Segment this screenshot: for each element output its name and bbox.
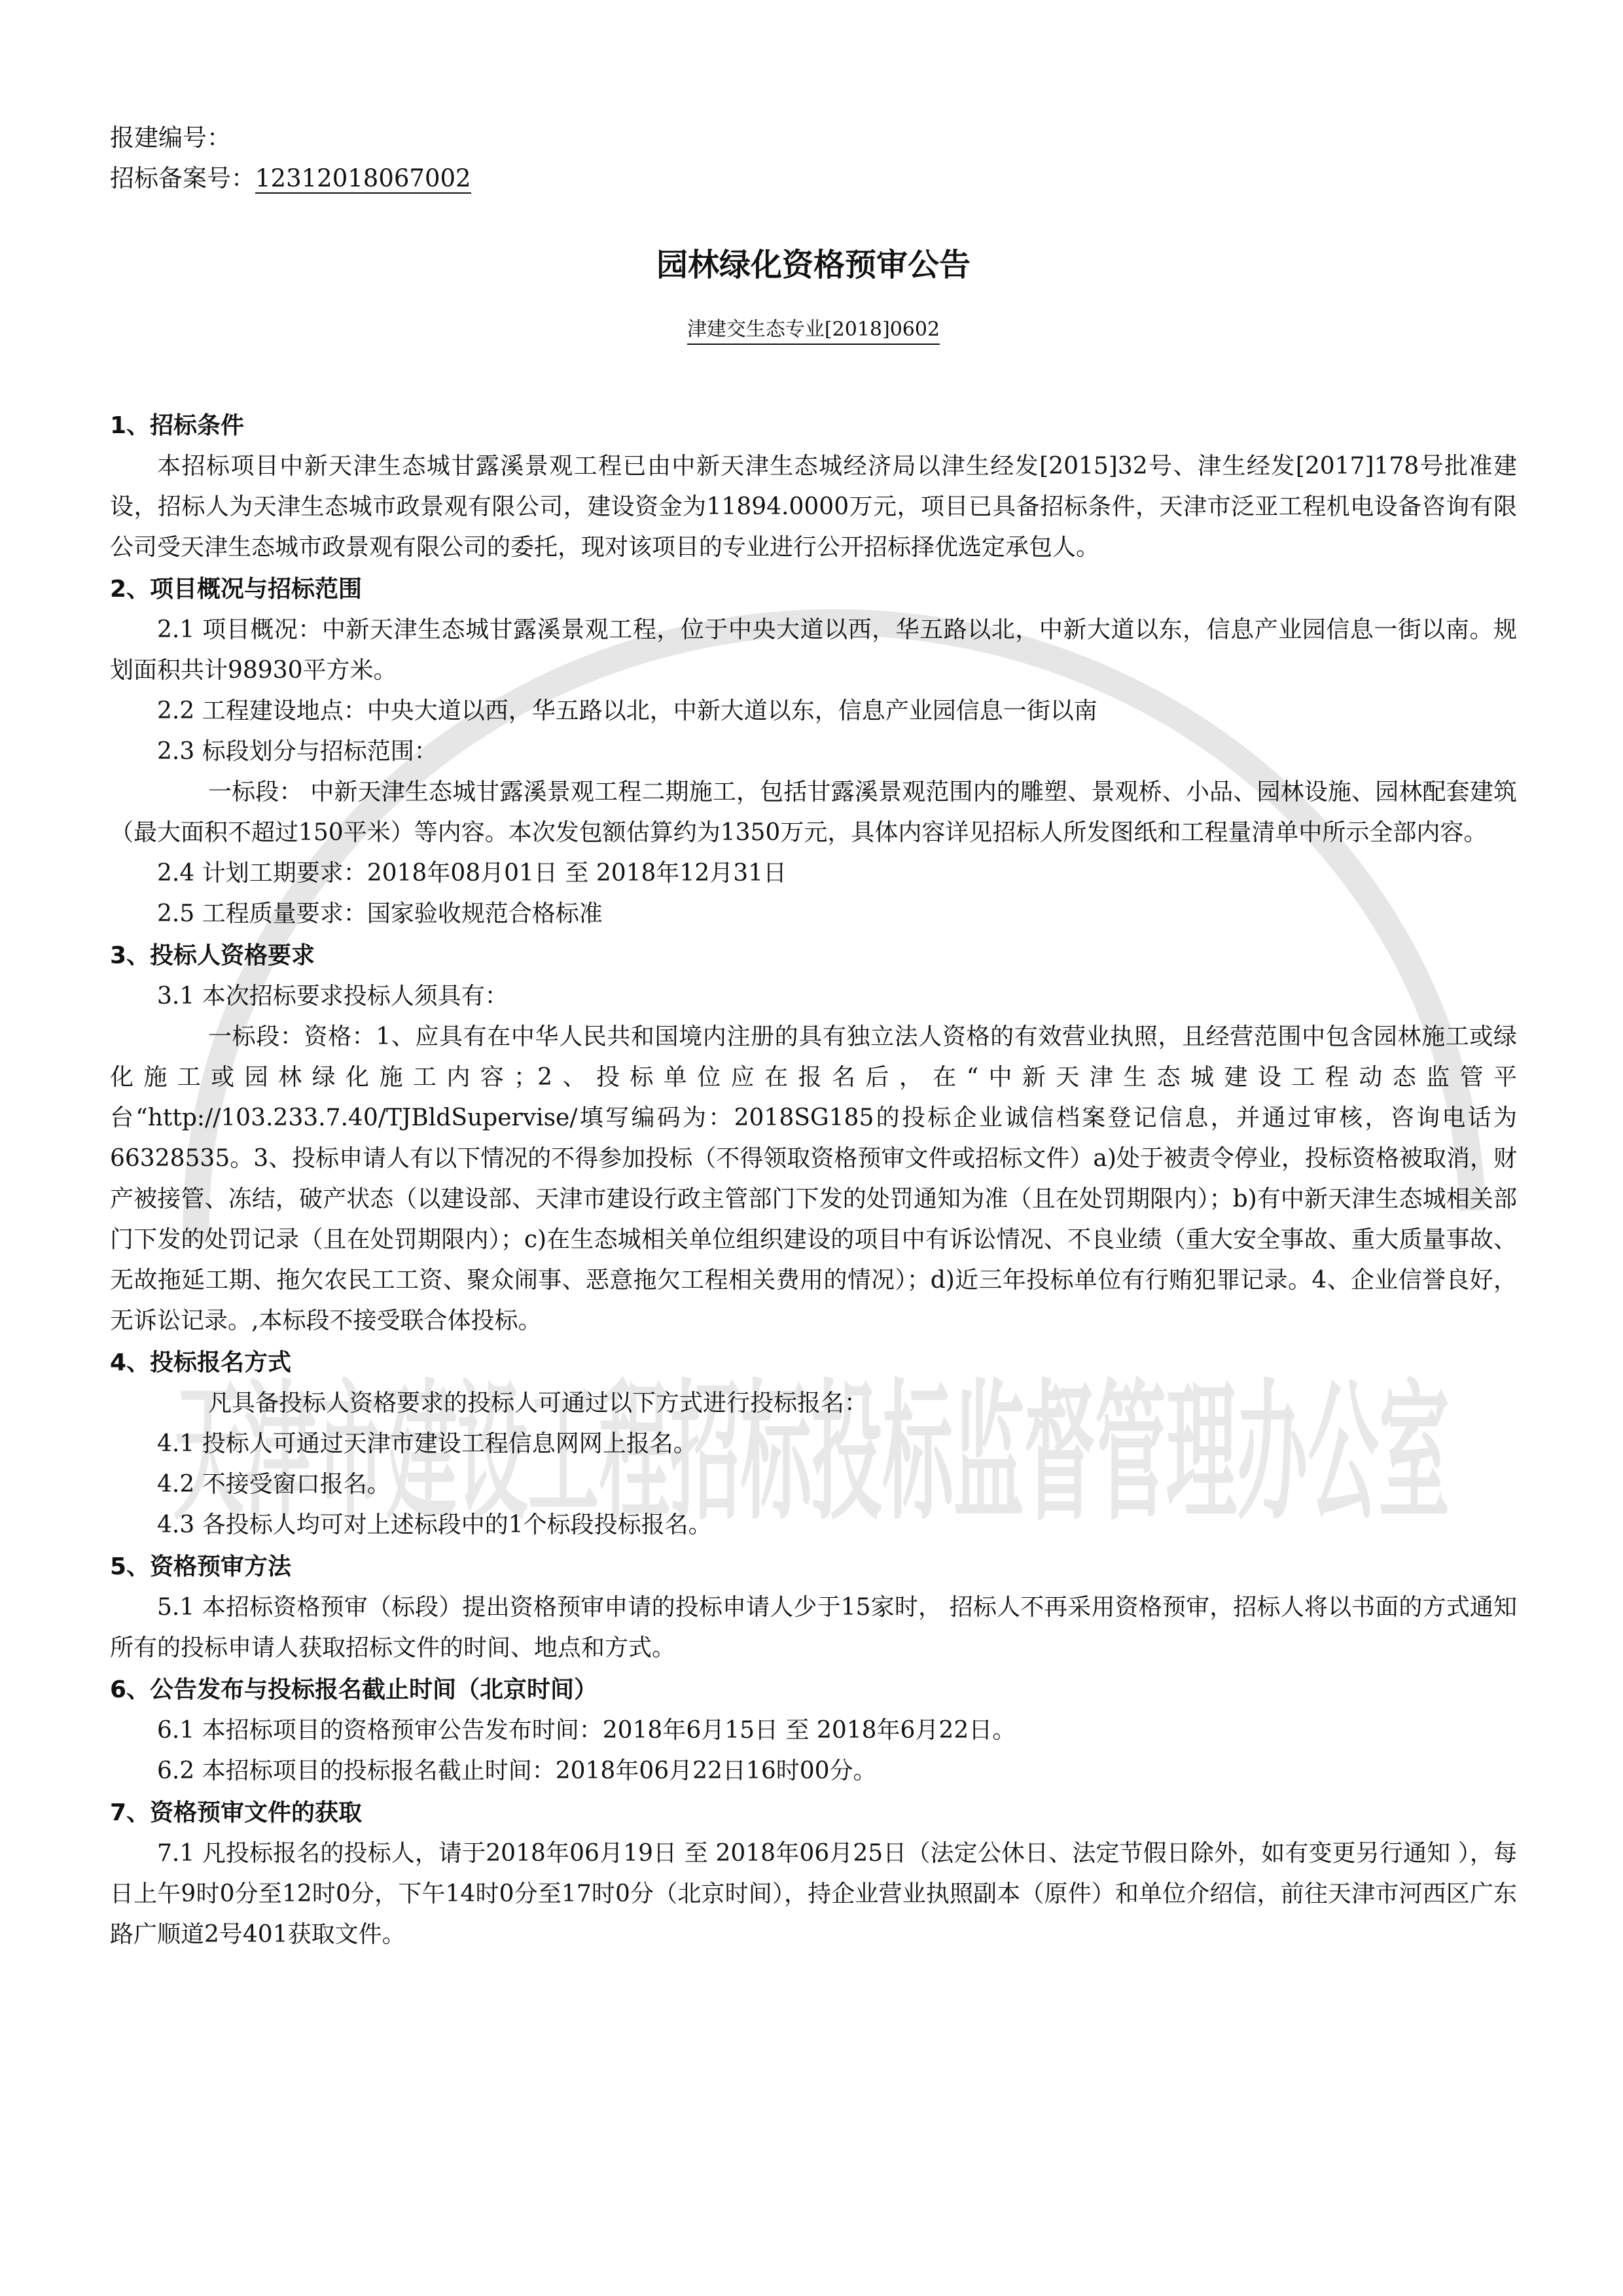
section-paragraph: 一标段： 中新天津生态城甘露溪景观工程二期施工，包括甘露溪景观范围内的雕塑、景观桥、小品、园林设施、园林配套建筑（最大面积不超过150平米）等内容。本次发包额估算约为1350万元，具体内容详见招标人所发图纸和工程量清单中所示全部内容。 — [110, 779, 1517, 846]
section-paragraph: 6.2 本招标项目的投标报名截止时间：2018年06月22日16时00分。 — [157, 1757, 877, 1784]
section-paragraph: 2.4 计划工期要求：2018年08月01日 至 2018年12月31日 — [157, 860, 787, 887]
section — [110, 569, 1517, 934]
section-paragraph: 2.3 标段划分与招标范围： — [157, 738, 438, 765]
section — [110, 406, 1517, 568]
section-paragraph: 2.5 工程质量要求：国家验收规范合格标准 — [157, 900, 603, 927]
section-paragraph: 6.1 本招标项目的资格预审公告发布时间：2018年6月15日 至 2018年6月22日。 — [157, 1717, 1016, 1744]
section-paragraph: 4.3 各投标人均可对上述标段中的1个标段投标报名。 — [157, 1511, 712, 1538]
tender-record-label: 招标备案号： — [110, 164, 255, 192]
watermark-text: 天津市建设工程招标投标监督管理办公室 — [173, 1366, 1450, 1541]
section — [110, 936, 1517, 1341]
section-paragraph: 本招标项目中新天津生态城甘露溪景观工程已由中新天津生态城经济局以津生经发[2015]32号、津生经发[2017]178号批准建设，招标人为天津生态城市政景观有限公司，建设资金为11894.0000万元，项目已具备招标条件，天津市泛亚工程机电设备咨询有限公司受天津生态城市政景观有限公司的委托，现对该项目的专业进行公开招标择优选定承包人。 — [110, 453, 1517, 561]
section-heading: 3、投标人资格要求 — [110, 942, 315, 969]
section-paragraph: 凡具备投标人资格要求的投标人可通过以下方式进行投标报名： — [208, 1390, 868, 1417]
section-heading: 4、投标报名方式 — [110, 1349, 292, 1376]
section-paragraph: 一标段：资格：1、应具有在中华人民共和国境内注册的具有独立法人资格的有效营业执照，且经营范围中包含园林施工或绿化施工或园林绿化施工内容；2、投标单位应在报名后，在“中新天津生态城建设工程动态监管平台“http://103.233.7.40/TJBldSupervise/填写编码为：2018SG185的投标企业诚信档案登记信息，并通过审核，咨询电话为66328535。3、投标申请人有以下情况的不得参加投标（不得领取资格预审文件或招标文件）a)处于被责令停业，投标资格被取消，财产被接管、冻结，破产状态（以建设部、天津市建设行政主管部门下发的处罚通知为准（且在处罚期限内）；b)有中新天津生态城相关部门下发的处罚记录（且在处罚期限内）；c)在生态城相关单位组织建设的项目中有诉讼情况、不良业绩（重大安全事故、重大质量事故、无故拖延工期、拖欠农民工工资、聚众闹事、恶意拖欠工程相关费用的情况）；d)近三年投标单位有行贿犯罪记录。4、企业信誉良好，无诉讼记录。,本标段不接受联合体投标。 — [110, 1023, 1517, 1334]
document-page — [110, 118, 1517, 1955]
build-number-line — [110, 118, 1517, 158]
tender-record-line — [110, 158, 1517, 199]
section — [110, 1670, 1517, 1792]
tender-record-number: 12312018067002 — [255, 164, 471, 192]
section — [110, 1793, 1517, 1955]
section-paragraph: 2.1 项目概况：中新天津生态城甘露溪景观工程，位于中央大道以西，华五路以北，中新大道以东，信息产业园信息一街以南。规划面积共计98930平方米。 — [110, 616, 1517, 684]
section-paragraph: 4.1 投标人可通过天津市建设工程信息网网上报名。 — [157, 1430, 697, 1457]
section-heading: 7、资格预审文件的获取 — [110, 1799, 363, 1826]
document-number: 津建交生态专业[2018]0602 — [110, 313, 1517, 342]
section-heading: 1、招标条件 — [110, 412, 245, 439]
page-title: 园林绿化资格预审公告 — [656, 247, 971, 283]
section-paragraph: 2.2 工程建设地点：中央大道以西，华五路以北，中新大道以东，信息产业园信息一街以南 — [157, 698, 1097, 724]
section-paragraph: 7.1 凡投标报名的投标人，请于2018年06月19日 至 2018年06月25日（法定公休日、法定节假日除外，如有变更另行通知 ），每日上午9时0分至12时0分，下午14时0分至17时0分（北京时间），持企业营业执照副本（原件）和单位介绍信，前往天津市河西区广东路广顺道2号401获取文件。 — [110, 1840, 1517, 1948]
section-paragraph: 5.1 本招标资格预审（标段）提出资格预审申请的投标申请人少于15家时， 招标人不再采用资格预审，招标人将以书面的方式通知所有的投标申请人获取招标文件的时间、地点和方式。 — [110, 1594, 1517, 1661]
section — [110, 1343, 1517, 1545]
section-heading: 5、资格预审方法 — [110, 1553, 292, 1580]
build-number-label: 报建编号： — [110, 124, 231, 152]
sections — [110, 406, 1517, 1955]
section-paragraph: 3.1 本次招标要求投标人须具有： — [157, 983, 508, 1010]
section — [110, 1547, 1517, 1669]
section-heading: 2、项目概况与招标范围 — [110, 576, 363, 603]
section-paragraph: 4.2 不接受窗口报名。 — [157, 1471, 391, 1498]
section-heading: 6、公告发布与投标报名截止时间（北京时间） — [110, 1676, 598, 1703]
